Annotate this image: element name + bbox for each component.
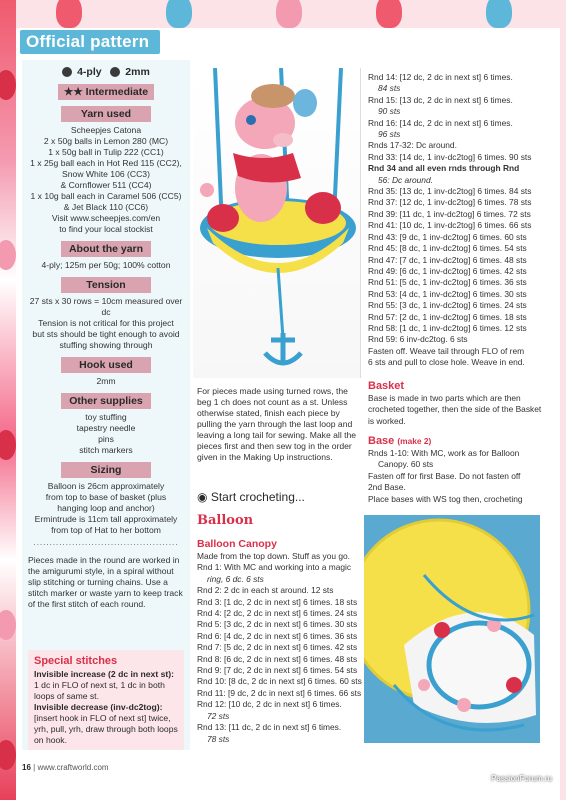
sizing-heading: Sizing (61, 462, 151, 478)
base-line: Canopy. 60 sts (378, 459, 434, 470)
round-line: Rnd 14: [12 dc, 2 dc in next st] 6 times. (368, 72, 513, 82)
sizing-line: Ermintrude is 11cm tall approximately (34, 514, 178, 524)
round-line: Rnd 47: [7 dc, 1 inv-dc2tog] 6 times. 48 sts (368, 254, 527, 265)
level-label: Intermediate (85, 86, 149, 98)
yarn-line: to find your local stockist (59, 224, 153, 234)
ermintrude-basket-photo (193, 68, 361, 378)
start-crocheting-label: Start crocheting... (210, 490, 305, 504)
base-line: Rnds 1-10: With MC, work as for Balloon (368, 448, 520, 458)
round-line: Rnd 39: [11 dc, 1 inv-dc2tog] 6 times. 72 sts (368, 208, 531, 219)
supply-item: pins (98, 434, 114, 444)
round-line: 6 sts and pull to close hole. Weave in end. (368, 357, 525, 368)
yarn-ball-icon (62, 67, 72, 77)
special-stitches-heading: Special stitches (34, 655, 118, 667)
top-floral-border (16, 0, 566, 28)
canopy-heading: Balloon Canopy (197, 538, 277, 550)
basket-illustration (364, 515, 540, 743)
tension-section (28, 277, 184, 351)
hook-used-heading: Hook used (61, 357, 151, 373)
other-supplies-section (28, 393, 184, 456)
supply-item: tapestry needle (76, 423, 136, 433)
base-line: 2nd Base. (368, 482, 406, 493)
info-panel (22, 60, 190, 750)
star-icon: ★★ (63, 86, 83, 98)
dec-text: [insert hook in FLO of next st] twice, yrh, pull, yrh, draw through both loops on hook. (34, 713, 178, 745)
round-line: ring, 6 dc. 6 sts (207, 573, 264, 584)
round-line: Rnd 5: [3 dc, 2 dc in next st] 6 times. 30 sts (197, 619, 358, 630)
divider: ............................................. (33, 538, 179, 547)
basket-heading: Basket (368, 380, 405, 392)
about-yarn-heading: About the yarn (61, 241, 151, 257)
round-line: Rnd 34 and all even rnds through Rnd (368, 163, 520, 174)
round-line: Rnd 15: [13 dc, 2 dc in next st] 6 times. (368, 94, 513, 105)
round-line: Rnd 59: 6 inv-dc2tog. 6 sts (368, 334, 468, 345)
yarn-line: Visit www.scheepjes.com/en (51, 213, 161, 223)
other-supplies-heading: Other supplies (61, 393, 151, 409)
round-line: 84 sts (378, 83, 401, 94)
inc-text: 1 dc in FLO of next st, 1 dc in both loops of same st. (34, 680, 165, 701)
round-line: Rnd 33: [14 dc, 1 inv-dc2tog] 6 times. 90 sts (368, 151, 532, 162)
hook-icon (110, 67, 120, 77)
inc-title: Invisible increase (2 dc in next st): (34, 669, 174, 679)
round-line: 78 sts (207, 733, 230, 744)
ply-label: 4-ply (77, 66, 102, 78)
sizing-line: from top of Hat to her bottom (51, 525, 161, 535)
hook-used-section (28, 357, 184, 387)
round-line: Fasten off. Weave tail through FLO of rem (368, 345, 525, 356)
tension-line: Tension is not critical for this project (38, 318, 174, 328)
ermintrude-illustration (193, 68, 361, 378)
round-line: Rnd 3: [1 dc, 2 dc in next st] 6 times. 18 sts (197, 596, 358, 607)
left-floral-border (0, 0, 16, 800)
basket-text: Base is made in two parts which are then crocheted together, then the side of the Basket is worked. (368, 393, 542, 426)
page-number: 16 (22, 763, 31, 772)
round-line: Rnd 4: [2 dc, 2 dc in next st] 6 times. 24 sts (197, 608, 358, 619)
round-line: Rnd 37: [12 dc, 1 inv-dc2tog] 6 times. 78 sts (368, 197, 532, 208)
round-line: Rnd 49: [6 dc, 1 inv-dc2tog] 6 times. 42 sts (368, 265, 527, 276)
balloon-heading: Balloon (197, 513, 254, 528)
yarn-used-section (28, 106, 184, 235)
yarn-line: & Cornflower 511 (CC4) (60, 180, 152, 190)
round-line: Rnd 2: 2 dc in each st around. 12 sts (197, 585, 334, 596)
hook-used-text: 2mm (96, 376, 116, 386)
footer-separator: | (33, 763, 36, 772)
dec-title: Invisible decrease (inv-dc2tog): (34, 702, 163, 712)
canopy-instructions-continued (368, 72, 544, 369)
round-line: Rnd 53: [4 dc, 1 inv-dc2tog] 6 times. 30 sts (368, 288, 527, 299)
round-line: Rnd 6: [4 dc, 2 dc in next st] 6 times. 36 sts (197, 630, 358, 641)
round-line: Rnd 8: [6 dc, 2 dc in next st] 6 times. 48 sts (197, 653, 358, 664)
base-line: Place bases with WS tog then, crocheting (368, 493, 523, 504)
special-stitches-box (28, 650, 184, 750)
tension-heading: Tension (61, 277, 151, 293)
round-line: 72 sts (207, 710, 230, 721)
about-yarn-section (28, 241, 184, 271)
round-line: Rnd 11: [9 dc, 2 dc in next st] 6 times. 66 sts (197, 687, 362, 698)
sizing-line: Balloon is 26cm approximately (47, 481, 165, 491)
round-line: Rnd 1: With MC and working into a magic (197, 562, 352, 573)
round-line: Rnd 41: [10 dc, 1 inv-dc2tog] 6 times. 66 sts (368, 220, 532, 231)
supply-item: stitch markers (79, 445, 133, 455)
yarn-line: 1 x 25g ball each in Hot Red 115 (CC2), (30, 158, 182, 168)
tension-line: stuffing showing through (59, 340, 153, 350)
sizing-line: hanging loop and anchor) (57, 503, 155, 513)
round-line: Rnd 35: [13 dc, 1 inv-dc2tog] 6 times. 84 sts (368, 186, 532, 197)
round-line: 96 sts (378, 129, 401, 140)
right-border (560, 28, 566, 800)
basket-photo (364, 515, 540, 743)
tension-line: but sts should be tight enough to avoid (32, 329, 180, 339)
round-line: Rnd 12: [10 dc, 2 dc in next st] 6 times. (197, 699, 342, 710)
tension-line: 27 sts x 30 rows = 10cm measured over dc (29, 296, 183, 317)
round-line: Made from the top down. Stuff as you go. (197, 551, 351, 561)
round-line: Rnd 58: [1 dc, 1 inv-dc2tog] 6 times. 12 sts (368, 322, 527, 333)
page-title (20, 30, 160, 54)
round-line: 90 sts (378, 106, 401, 117)
round-line: Rnd 51: [5 dc, 1 inv-dc2tog] 6 times. 36 sts (368, 277, 527, 288)
about-yarn-text: 4-ply; 125m per 50g; 100% cotton (41, 260, 171, 270)
round-line: Rnd 10: [8 dc, 2 dc in next st] 6 times. 60 sts (197, 676, 362, 687)
canopy-instructions (197, 551, 362, 745)
round-line: Rnds 17-32: Dc around. (368, 140, 457, 151)
supply-item: toy stuffing (85, 412, 127, 422)
round-line: 56: Dc around. (378, 174, 433, 185)
construction-notes: For pieces made using turned rows, the beg 1 ch does not count as a st. Unless otherwise stated, finish each piece by pulling the yarn through the last loop and leaving a long tail for sewing. Make all the pieces first and then sew tog in the order given in the Making Up instructions. (197, 386, 357, 462)
yarn-line: 2 x 50g balls in Lemon 280 (MC) (43, 136, 169, 146)
yarn-line: 1 x 10g ball each in Caramel 506 (CC5) (30, 191, 182, 201)
watermark: PassionForum.ru (491, 774, 552, 783)
base-heading (368, 435, 431, 447)
level-badge (58, 84, 154, 100)
round-line: Rnd 16: [14 dc, 2 dc in next st] 6 times. (368, 117, 513, 128)
page-footer (22, 763, 109, 772)
yarn-line: Scheepjes Catona (70, 125, 142, 135)
page-title-text: Official pattern (26, 32, 150, 51)
round-line: Rnd 45: [8 dc, 1 inv-dc2tog] 6 times. 54 sts (368, 243, 527, 254)
round-line: Rnd 43: [9 dc, 1 inv-dc2tog] 6 times. 60 sts (368, 231, 527, 242)
sizing-line: from top to base of basket (plus (45, 492, 167, 502)
sizing-section (28, 462, 184, 547)
base-instructions (368, 448, 544, 505)
yarn-ball-icon: ◉ (197, 490, 208, 504)
base-subtitle: (make 2) (397, 436, 432, 446)
base-title: Base (368, 435, 395, 447)
yarn-line: Snow White 106 (CC3) (62, 169, 150, 179)
hook-label: 2mm (125, 66, 150, 78)
round-line: Rnd 55: [3 dc, 1 inv-dc2tog] 6 times. 24 sts (368, 300, 527, 311)
yarn-line: 1 x 50g ball in Tulip 222 (CC1) (48, 147, 164, 157)
base-line: Fasten off for first Base. Do not fasten off (368, 470, 521, 481)
footer-site: www.craftworld.com (37, 763, 109, 772)
yarn-line: & Jet Black 110 (CC6) (63, 202, 149, 212)
round-line: Rnd 13: [11 dc, 2 dc in next st] 6 times. (197, 722, 342, 733)
spec-row (28, 66, 184, 78)
round-line: Rnd 9: [7 dc, 2 dc in next st] 6 times. 54 sts (197, 665, 358, 676)
amigurumi-notes: Pieces made in the round are worked in the amigurumi style, in a spiral without slip stitching or turning chains. Use a stitch marker or waste yarn to keep track of the first stitch of each round. (28, 555, 183, 609)
round-line: Rnd 57: [2 dc, 1 inv-dc2tog] 6 times. 18 sts (368, 311, 527, 322)
round-line: Rnd 7: [5 dc, 2 dc in next st] 6 times. 42 sts (197, 642, 358, 653)
start-crocheting-heading (197, 490, 305, 504)
yarn-used-heading: Yarn used (61, 106, 151, 122)
